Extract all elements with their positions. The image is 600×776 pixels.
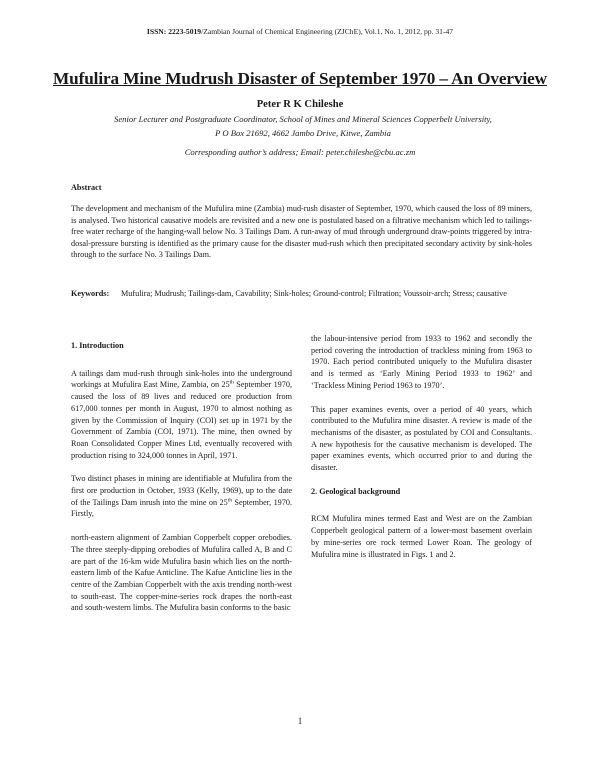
section-heading-introduction: 1. Introduction xyxy=(71,341,124,350)
right-column xyxy=(311,333,532,572)
paragraph xyxy=(71,473,292,520)
journal-header: ISSN: 2223-5019/Zambian Journal of Chemical Engineering (ZJChE), Vol.1, No. 1, 2012, pp. 31-47 xyxy=(146,27,454,36)
paragraph xyxy=(71,368,292,462)
left-column xyxy=(71,340,292,626)
paragraph: RCM Mufulira mines termed East and West are on the Zambian Copperbelt geological pattern of a lower-most basement overlain by mine-series ore rock termed Lower Roan. The geology of Mufulira mine is illustrated in Figs. 1 and 2. xyxy=(311,514,532,559)
abstract-heading: Abstract xyxy=(71,183,102,192)
text-run: Two distinct phases in mining are identifiable at Mufulira from the first ore production in October, 1933 (Kelly, 1969), up to the date of the Tailings Dam inrush into the mine on 25 xyxy=(71,474,292,507)
paragraph: the labour-intensive period from 1933 to 1962 and secondly the period covering the introduction of trackless mining from 1963 to 1970. Each period contributed uniquely to the Mufulira disaster and is termed as ‘Early Mining Period 1933 to 1962’ and ‘Trackless Mining Period 1963 to 1970’. xyxy=(311,334,532,390)
keywords xyxy=(71,288,532,300)
paragraph: This paper examines events, over a period of 40 years, which contributed to the Mufulira mine disaster. A review is made of the mechanisms of the disaster, as postulated by COI and Consultants. A new hypothesis for the causative mechanism is developed. The paper examines events, which occurred prior to and during the disaster. xyxy=(311,404,532,473)
journal-citation: Zambian Journal of Chemical Engineering (ZJChE), Vol.1, No. 1, 2012, pp. 31-47 xyxy=(203,27,454,36)
superscript: th xyxy=(227,497,232,503)
author-name: Peter R K Chileshe xyxy=(256,99,344,110)
paragraph: north-eastern alignment of Zambian Copperbelt copper orebodies. The three steeply-dipping orebodies of Mufulira called A, B and C are part of the 16-km wide Mufulira basin which lies on the north-eastern limb of the Kafue Anticline. The Kafue Anticline lies in the centre of the Zambian Copperbelt with the axis trending north-west to south-east. The copper-mine-series rock drapes the north-east and south-western limbs. The Mufulira basin conforms to the basic xyxy=(71,533,292,613)
keywords-label: Keywords: xyxy=(71,289,110,298)
keywords-list: Mufulira; Mudrush; Tailings-dam, Cavability; Sink-holes; Ground-control; Filtration; Voussoir-arch; Stress; causative xyxy=(121,289,507,298)
superscript: th xyxy=(229,379,234,386)
abstract-text: The development and mechanism of the Mufulira mine (Zambia) mud-rush disaster of September, 1970, which caused the loss of 89 miners, is analysed. Two historical causative models are revisited and a new one is postulated based on a filtrative mechanism which led to tailings-free water recharge of the hanging-wall below No. 3 Tailings Dam. A run-away of mud through underground draw-points triggered by intra-dosal-pressure bursting is identified as the primary cause for the disaster mud-rush which then precipitated secondary activity by sink-holes through to the surface No. 3 Tailings Dam. xyxy=(71,204,532,260)
section-heading-geology: 2. Geological background xyxy=(311,486,401,496)
text-run: September, 1970. Firstly, xyxy=(71,497,293,519)
paper-title: Mufulira Mine Mudrush Disaster of September 1970 – An Overview xyxy=(53,69,547,88)
text-run: September 1970, caused the loss of 89 lives and reduced ore production from 617,000 tonnes per month in August, 1970 to almost nothing as given by the Commission of Inquiry (COI) set up in 1971 by the Government of Zambia (COI, 1971). The mine, then owned by Roan Consolidated Copper Mines Ltd, eventually recovered with production rising to 324,000 tonnes in April, 1971. xyxy=(71,380,293,460)
issn: ISSN: 2223-5019 xyxy=(146,27,202,36)
page-number: 1 xyxy=(297,716,303,726)
corresponding-address: Corresponding author’s address; Email: peter.chileshe@cbu.ac.zm xyxy=(184,147,416,157)
author-affiliation: Senior Lecturer and Postgraduate Coordinator, School of Mines and Mineral Sciences Copperbelt University, P O Box 21692, 4662 Jambo Drive, Kitwe, Zambia xyxy=(114,114,492,138)
text-run: A tailings dam mud-rush through sink-holes into the underground workings at Mufulira East Mine, Zambia, on 25 xyxy=(71,368,292,390)
